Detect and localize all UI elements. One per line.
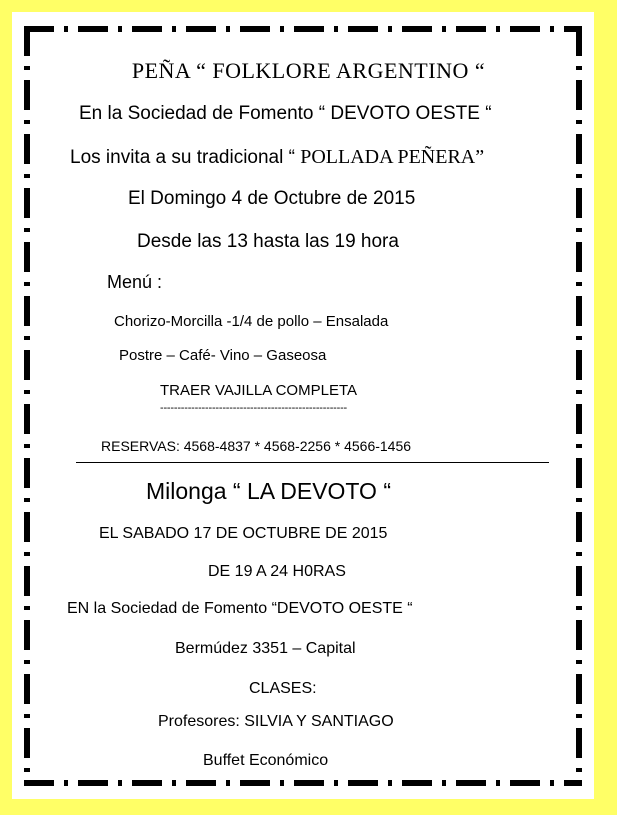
border-right [576, 26, 582, 786]
border-bottom [24, 780, 582, 786]
location-line: En la Sociedad de Fomento “ DEVOTO OESTE “ [79, 103, 492, 124]
border-left [24, 26, 30, 786]
border-top [24, 26, 582, 32]
flyer-title: PEÑA “ FOLKLORE ARGENTINO “ [131, 58, 486, 83]
milonga-address: Bermúdez 3351 – Capital [175, 640, 356, 657]
invite-event: POLLADA PEÑERA” [300, 146, 485, 168]
buffet-line: Buffet Económico [203, 752, 329, 769]
menu-label: Menú : [107, 272, 163, 292]
event-time: Desde las 13 hasta las 19 hora [137, 231, 399, 252]
milonga-title: Milonga “ LA DEVOTO “ [146, 478, 391, 504]
teachers-line: Profesores: SILVIA Y SANTIAGO [158, 713, 394, 730]
classes-label: CLASES: [249, 680, 317, 697]
dashed-separator: ------------------------------------------------------ [160, 402, 348, 414]
milonga-time: DE 19 A 24 H0RAS [208, 563, 346, 580]
reservations-line: RESERVAS: 4568-4837 * 4568-2256 * 4566-1456 [101, 438, 412, 454]
milonga-venue: EN la Sociedad de Fomento “DEVOTO OESTE “ [67, 600, 413, 617]
event-date: El Domingo 4 de Octubre de 2015 [128, 188, 416, 209]
milonga-date: EL SABADO 17 DE OCTUBRE DE 2015 [99, 525, 388, 542]
invite-prefix: Los invita a su tradicional “ [70, 147, 301, 168]
section-divider [76, 462, 549, 463]
invite-line [70, 146, 484, 169]
menu-items-line-2: Postre – Café- Vino – Gaseosa [119, 347, 327, 364]
tableware-note: TRAER VAJILLA COMPLETA [160, 382, 357, 399]
menu-items-line-1: Chorizo-Morcilla -1/4 de pollo – Ensalada [114, 313, 389, 330]
